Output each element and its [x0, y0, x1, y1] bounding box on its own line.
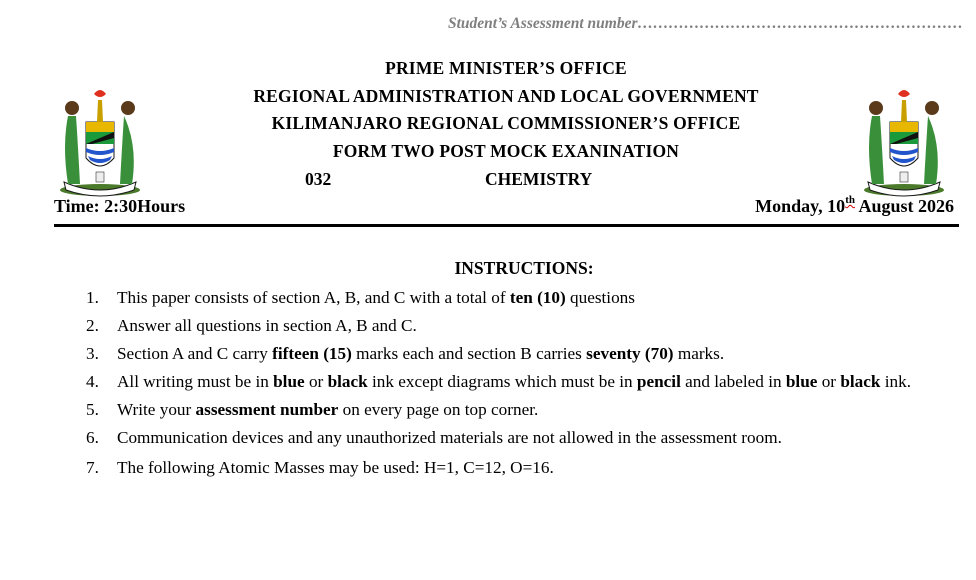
instruction-text: or — [817, 372, 841, 391]
header-line-2: REGIONAL ADMINISTRATION AND LOCAL GOVERNMENT — [253, 86, 759, 106]
instruction-text: This paper consists of section A, B, and C with a total of — [117, 288, 510, 307]
instruction-text: or — [304, 372, 328, 391]
instruction-item — [86, 340, 956, 368]
instruction-number: 6. — [86, 428, 99, 447]
instruction-text: on every page on top corner. — [338, 400, 539, 419]
instruction-text: and labeled in — [680, 372, 786, 391]
instructions-list — [86, 284, 956, 482]
assessment-number-label: Student’s Assessment number……………………………………………………… — [448, 15, 963, 32]
exam-date — [755, 196, 954, 217]
instruction-item — [86, 368, 956, 396]
instruction-emphasis: blue — [273, 372, 305, 391]
instructions-title: INSTRUCTIONS: — [454, 258, 594, 278]
instruction-number: 2. — [86, 316, 99, 335]
subject-name: CHEMISTRY — [485, 169, 593, 189]
subject-code: 032 — [305, 169, 332, 189]
instruction-emphasis: seventy (70) — [586, 344, 674, 363]
instruction-number: 1. — [86, 288, 99, 307]
instruction-text: Write your — [117, 400, 196, 419]
instruction-item — [86, 424, 956, 452]
instruction-emphasis: black — [840, 372, 881, 391]
instruction-text: ink. — [880, 372, 911, 391]
instruction-text: Communication devices and any unauthorized materials are not allowed in the assessment room. — [117, 428, 782, 447]
header-divider — [54, 224, 959, 227]
instruction-text: The following Atomic Masses may be used: H=1, C=12, O=16. — [117, 458, 554, 477]
instruction-text: ink except diagrams which must be in — [367, 372, 637, 391]
instruction-text: All writing must be in — [117, 372, 274, 391]
instruction-text: Answer all questions in section A, B and C. — [117, 316, 417, 335]
instruction-item — [86, 312, 956, 340]
instruction-item — [86, 396, 956, 424]
instruction-emphasis: fifteen (15) — [272, 344, 352, 363]
instruction-number: 3. — [86, 344, 99, 363]
instruction-number: 5. — [86, 400, 99, 419]
instruction-text: Section A and C carry — [117, 344, 273, 363]
instruction-emphasis: ten (10) — [509, 288, 566, 307]
exam-duration: Time: 2:30Hours — [54, 196, 186, 216]
instruction-item — [86, 284, 956, 312]
exam-date-prefix: Monday, 10 — [755, 196, 846, 216]
coat-of-arms-icon — [54, 86, 146, 198]
instruction-text: questions — [565, 288, 635, 307]
instruction-emphasis: assessment number — [195, 400, 339, 419]
instruction-number: 4. — [86, 372, 99, 391]
header-line-1: PRIME MINISTER’S OFFICE — [385, 58, 627, 78]
exam-date-suffix: August 2026 — [854, 196, 954, 216]
instruction-emphasis: black — [327, 372, 368, 391]
exam-title: FORM TWO POST MOCK EXANINATION — [332, 141, 680, 161]
instruction-emphasis: pencil — [636, 372, 681, 391]
instruction-number: 7. — [86, 458, 99, 477]
header-line-3: KILIMANJARO REGIONAL COMMISSIONER’S OFFICE — [271, 113, 741, 133]
instruction-text: marks. — [673, 344, 725, 363]
instruction-text: marks each and section B carries — [351, 344, 587, 363]
instruction-item — [86, 454, 956, 482]
exam-date-ordinal: th — [845, 194, 855, 206]
instruction-emphasis: blue — [785, 372, 818, 391]
coat-of-arms-icon — [858, 86, 950, 198]
